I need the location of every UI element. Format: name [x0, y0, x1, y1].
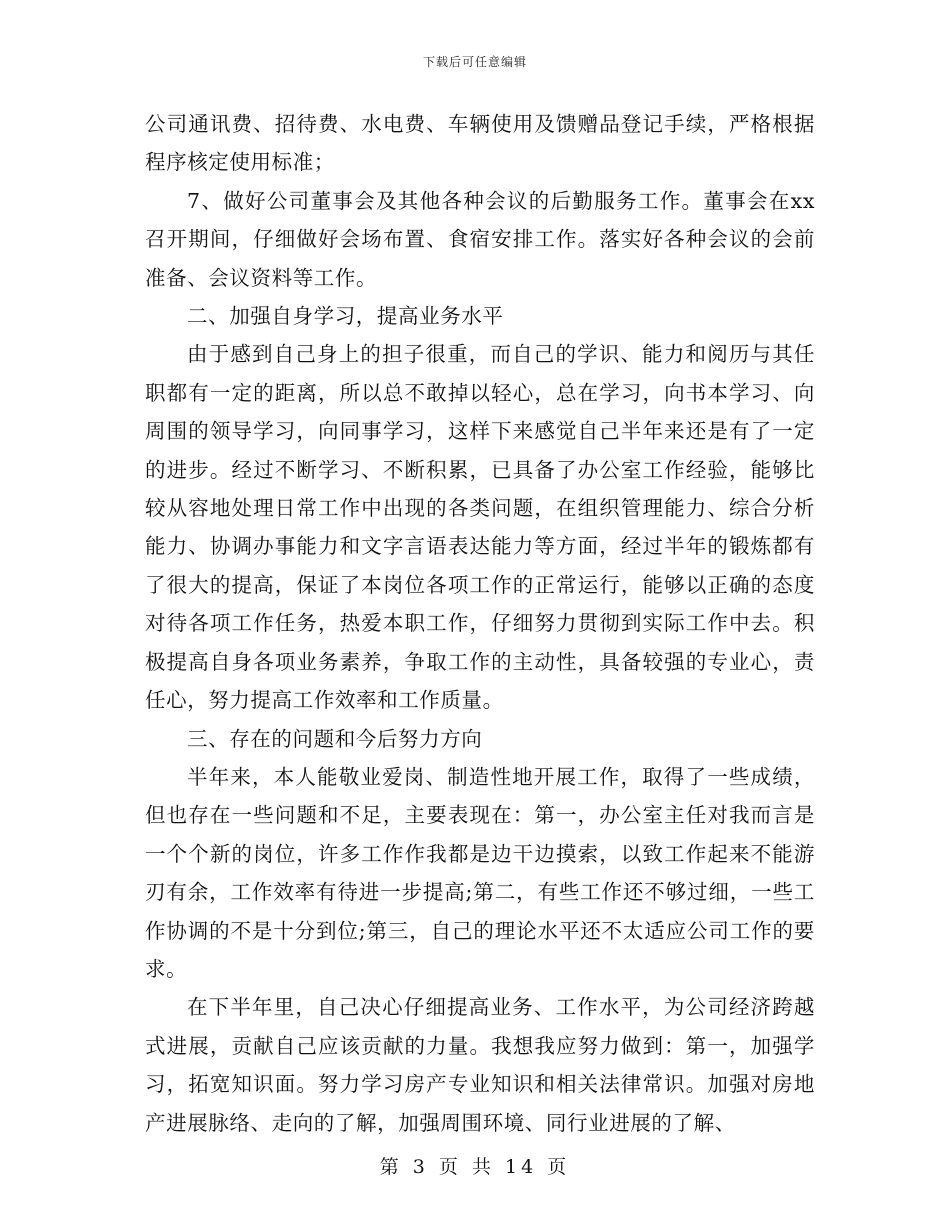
page-number: 第 3 页 共 14 页 — [379, 1156, 571, 1178]
paragraph-2: 7、做好公司董事会及其他各种会议的后勤服务工作。董事会在xx召开期间，仔细做好会场布置、食宿安排工作。落实好各种会议的会前准备、会议资料等工作。 — [145, 188, 815, 290]
page-header-note: 下载后可任意编辑 — [422, 55, 527, 69]
section-heading-2: 二、加强自身学习，提高业务水平 — [187, 304, 504, 329]
paragraph-5: 在下半年里，自己决心仔细提高业务、工作水平，为公司经济跨越式进展，贡献自己应该贡献的力量。我想我应努力做到：第一，加强学习，拓宽知识面。努力学习房产专业知识和相关法律常识。加强对房地产进展脉络、走向的了解，加强周围环境、同行业进展的了解、 — [145, 995, 815, 1135]
document-body — [145, 105, 815, 1142]
section-heading-3: 三、存在的问题和今后努力方向 — [187, 726, 483, 751]
paragraph-3: 由于感到自己身上的担子很重，而自己的学识、能力和阅历与其任职都有一定的距离，所以总不敢掉以轻心，总在学习，向书本学习、向周围的领导学习，向同事学习，这样下来感觉自己半年来还是有了一定的进步。经过不断学习、不断积累，已具备了办公室工作经验，能够比较从容地处理日常工作中出现的各类问题，在组织管理能力、综合分析能力、协调办事能力和文字言语表达能力等方面，经过半年的锻炼都有了很大的提高，保证了本岗位各项工作的正常运行，能够以正确的态度对待各项工作任务，热爱本职工作，仔细努力贯彻到实际工作中去。积极提高自身各项业务素养，争取工作的主动性，具备较强的专业心，责任心，努力提高工作效率和工作质量。 — [145, 342, 815, 713]
paragraph-4: 半年来，本人能敬业爱岗、制造性地开展工作，取得了一些成绩，但也存在一些问题和不足，主要表现在：第一，办公室主任对我而言是一个个新的岗位，许多工作作我都是边干边摸索，以致工作起来不能游刃有余，工作效率有待进一步提高;第二，有些工作还不够过细，一些工作协调的不是十分到位;第三，自己的理论水平还不太适应公司工作的要求。 — [145, 764, 815, 981]
paragraph-1: 公司通讯费、招待费、水电费、车辆使用及馈赠品登记手续，严格根据程序核定使用标准； — [145, 112, 815, 175]
